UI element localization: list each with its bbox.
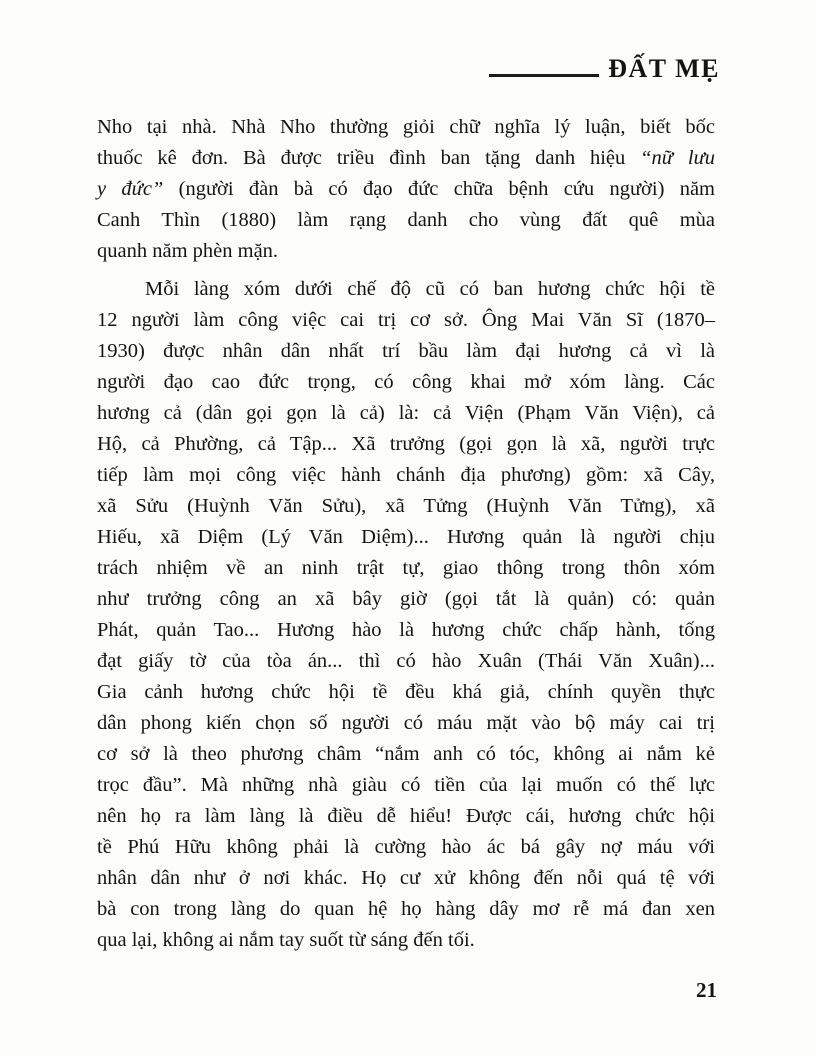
text-line bbox=[97, 894, 715, 925]
text-segment: dân phong kiến chọn số người có máu mặt vào bộ máy cai trị bbox=[97, 712, 715, 734]
page-number: 21 bbox=[696, 978, 717, 1002]
text-line bbox=[97, 112, 715, 143]
text-line bbox=[97, 832, 715, 863]
text-segment: Mỗi làng xóm dưới chế độ cũ có ban hương chức hội tề bbox=[145, 278, 715, 300]
text-line bbox=[97, 205, 715, 236]
text-line bbox=[97, 336, 715, 367]
text-line bbox=[97, 677, 715, 708]
text-segment: 1930) được nhân dân nhất trí bầu làm đại hương cả vì là bbox=[97, 340, 715, 362]
text-line bbox=[97, 615, 715, 646]
text-line bbox=[97, 305, 715, 336]
text-segment: nên họ ra làm làng là điều dễ hiểu! Được cái, hương chức hội bbox=[97, 805, 715, 827]
paragraph-2 bbox=[97, 274, 715, 956]
text-segment: tiếp làm mọi công việc hành chánh địa phương) gồm: xã Cây, bbox=[97, 464, 715, 486]
italic-text-segment: “nữ lưu bbox=[640, 147, 715, 169]
text-segment: Hộ, cả Phường, cả Tập... Xã trưởng (gọi gọn là xã, người trực bbox=[97, 433, 715, 455]
page-header bbox=[489, 56, 720, 82]
text-segment: trọc đầu”. Mà những nhà giàu có tiền của lại muốn có thế lực bbox=[97, 774, 715, 796]
text-segment: Gia cảnh hương chức hội tề đều khá giả, chính quyền thực bbox=[97, 681, 715, 703]
text-line bbox=[97, 801, 715, 832]
text-line bbox=[97, 925, 715, 956]
text-segment: thuốc kê đơn. Bà được triều đình ban tặng danh hiệu bbox=[97, 147, 641, 169]
text-line bbox=[97, 863, 715, 894]
text-segment: như trưởng công an xã bây giờ (gọi tắt là quản) có: quản bbox=[97, 588, 715, 610]
text-line bbox=[97, 708, 715, 739]
text-line bbox=[97, 274, 715, 305]
text-segment: Phát, quản Tao... Hương hào là hương chức chấp hành, tống bbox=[97, 619, 715, 641]
text-line bbox=[97, 584, 715, 615]
text-line bbox=[97, 646, 715, 677]
text-line bbox=[97, 367, 715, 398]
text-segment: nhân dân như ở nơi khác. Họ cư xử không đến nỗi quá tệ với bbox=[97, 867, 715, 889]
text-line bbox=[97, 522, 715, 553]
text-segment: cơ sở là theo phương châm “nắm anh có tóc, không ai nắm kẻ bbox=[97, 743, 715, 765]
header-rule bbox=[489, 74, 599, 77]
text-line bbox=[97, 553, 715, 584]
text-segment: xã Sửu (Huỳnh Văn Sửu), xã Tửng (Huỳnh Văn Tửng), xã bbox=[97, 495, 715, 517]
text-segment: đạt giấy tờ của tòa án... thì có hào Xuân (Thái Văn Xuân)... bbox=[97, 650, 715, 672]
text-segment: quanh năm phèn mặn. bbox=[97, 240, 279, 262]
text-line bbox=[97, 174, 715, 205]
text-segment: (người đàn bà có đạo đức chữa bệnh cứu người) năm bbox=[163, 178, 716, 200]
text-line bbox=[97, 143, 715, 174]
text-segment: người đạo cao đức trọng, có công khai mở xóm làng. Các bbox=[97, 371, 715, 393]
running-head-title: ĐẤT MẸ bbox=[608, 54, 720, 83]
text-segment: tề Phú Hữu không phải là cường hào ác bá gây nợ máu với bbox=[97, 836, 715, 858]
text-segment: trách nhiệm về an ninh trật tự, giao thông trong thôn xóm bbox=[97, 557, 715, 579]
text-segment: bà con trong làng do quan hệ họ hàng dây mơ rễ má đan xen bbox=[97, 898, 715, 920]
text-segment: Nho tại nhà. Nhà Nho thường giỏi chữ nghĩa lý luận, biết bốc bbox=[97, 116, 715, 138]
italic-text-segment: y đức” bbox=[97, 178, 164, 200]
text-segment: hương cả (dân gọi gọn là cả) là: cả Viện (Phạm Văn Viện), cả bbox=[97, 402, 715, 424]
text-segment: 12 người làm công việc cai trị cơ sở. Ông Mai Văn Sĩ (1870– bbox=[97, 309, 715, 331]
text-line bbox=[97, 429, 715, 460]
text-line bbox=[97, 770, 715, 801]
text-line bbox=[97, 739, 715, 770]
text-line bbox=[97, 460, 715, 491]
text-segment: Canh Thìn (1880) làm rạng danh cho vùng đất quê mùa bbox=[97, 209, 715, 231]
text-line bbox=[97, 491, 715, 522]
paragraph-1 bbox=[97, 112, 715, 267]
text-segment: qua lại, không ai nắm tay suốt từ sáng đến tối. bbox=[97, 929, 475, 951]
text-line bbox=[97, 236, 715, 267]
body-text bbox=[97, 112, 715, 956]
text-line bbox=[97, 398, 715, 429]
text-segment: Hiếu, xã Diệm (Lý Văn Diệm)... Hương quản là người chịu bbox=[97, 526, 715, 548]
